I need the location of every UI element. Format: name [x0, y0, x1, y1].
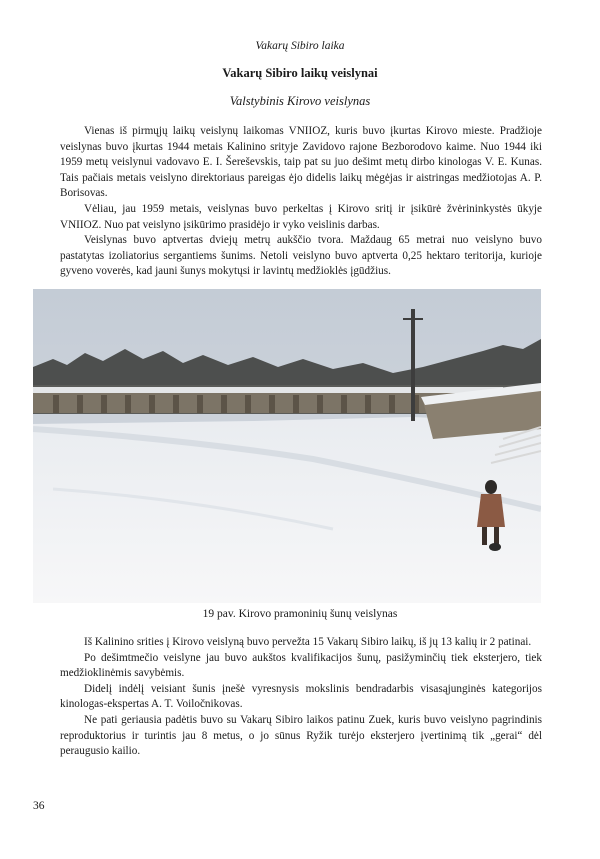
running-head: Vakarų Sibiro laika — [255, 40, 345, 52]
body-text-bottom — [60, 635, 542, 760]
kennel-photo-illustration — [33, 289, 541, 603]
paragraph: Didelį indėlį veisiant šunis įnešė vyresnysis mokslinis bendradarbis visasąjunginės kategorijos kinologas-ekspertas A. T. Voiločnikovas. — [60, 682, 542, 711]
figure-caption: 19 pav. Kirovo pramoninių šunų veislynas — [202, 608, 398, 620]
paragraph: Vienas iš pirmųjų laikų veislynų laikomas VNIIOZ, kuris buvo įkurtas Kirovo mieste. Pradžioje veislynas buvo įkurtas 1944 metais Kalinino srityje Zavidovo rajone Bezborodovo kaime. Nuo 1944 iki 1959 metų veislynui vadovavo E. I. Šereševskis, taip pat su juo dešimt metų dirbo kinologas V. E. Kunas. Tais pačiais metais veislyno direktoriaus pareigas ėjo didelis laikų mėgėjas ir aistringas medžiotojas A. P. Borisovas. — [60, 125, 542, 200]
section-subtitle: Valstybinis Kirovo veislynas — [229, 94, 371, 108]
kennel-photo — [33, 289, 541, 603]
paragraph: Veislynas buvo aptvertas dviejų metrų aukščio tvora. Maždaug 65 metrai nuo veislyno buvo pastatytas izoliatorius sergantiems šunims. Netoli veislyno buvo aptverta 0,25 hektaro teritorija, kurioje gyveno voverės, kad jauni šunys mokytųsi ir lavintų medžioklės įgūdžius. — [60, 234, 542, 278]
paragraph: Vėliau, jau 1959 metais, veislynas buvo perkeltas į Kirovo sritį ir įsikūrė žvėrininkystės ūkyje VNIIOZ. Nuo pat veislyno įsikūrimo prasidėjo ir vyko veislinis darbas. — [60, 202, 542, 231]
page-number: 36 — [33, 800, 45, 812]
body-text-top — [60, 124, 542, 280]
chapter-title: Vakarų Sibiro laikų veislynai — [222, 66, 378, 80]
paragraph: Po dešimtmečio veislyne jau buvo aukštos kvalifikacijos šunų, pasižyminčių tiek eksterjero, tiek medžioklinėmis savybėmis. — [60, 651, 542, 680]
paragraph: Iš Kalinino srities į Kirovo veislyną buvo pervežta 15 Vakarų Sibiro laikų, iš jų 13 kalių ir 2 patinai. — [84, 636, 532, 648]
paragraph: Ne pati geriausia padėtis buvo su Vakarų Sibiro laikos patinu Zuek, kuris buvo veislyno pagrindinis reproduktorius ir turintis jau 8 metus, o jo sūnus Ryžik turėjo eksterjero įvertinimą tik „gerai“ dėl peraugusio kailio. — [60, 713, 542, 758]
